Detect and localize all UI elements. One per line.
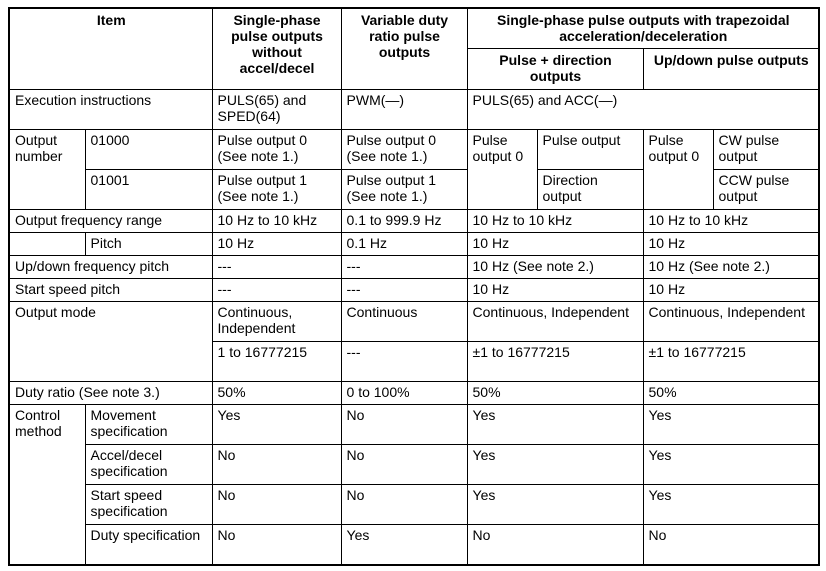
label-start-speed-pitch: Start speed pitch	[9, 279, 212, 302]
cell-start-c: Yes	[467, 485, 643, 525]
row-control-start	[9, 485, 819, 525]
cell-exec-a: PULS(65) and SPED(64)	[212, 90, 341, 130]
cell-accel-d: Yes	[643, 445, 819, 485]
cell-startpitch-d: 10 Hz	[643, 279, 819, 302]
row-output-frequency-range	[9, 210, 819, 233]
header-col-cd: Single-phase pulse outputs with trapezoidal acceleration/deceleration	[467, 8, 819, 48]
cell-updown-d: 10 Hz (See note 2.)	[643, 256, 819, 279]
cell-start-a: No	[212, 485, 341, 525]
row-control-duty	[9, 525, 819, 566]
cell-pulses-a: 1 to 16777215	[212, 342, 341, 382]
row-start-speed-pitch	[9, 279, 819, 302]
cell-dutyspec-d: No	[643, 525, 819, 566]
label-output-number: Output number	[9, 130, 85, 210]
row-execution-instructions	[9, 90, 819, 130]
cell-pitch-b: 0.1 Hz	[341, 233, 467, 256]
cell-freq-c: 10 Hz to 10 kHz	[467, 210, 643, 233]
cell-start-d: Yes	[643, 485, 819, 525]
output-number-01000: 01000	[85, 130, 212, 170]
header-col-a: Single-phase pulse outputs without accel/decel	[212, 8, 341, 90]
header-col-d: Up/down pulse outputs	[643, 48, 819, 89]
header-col-c: Pulse + direction outputs	[467, 48, 643, 89]
cell-freq-b: 0.1 to 999.9 Hz	[341, 210, 467, 233]
cell-duty-a: 50%	[212, 382, 341, 405]
pulse-output-spec-table	[8, 7, 820, 566]
cell-mode-a: Continuous, Independent	[212, 302, 341, 342]
cell-start-b: No	[341, 485, 467, 525]
cell-mode-c: Continuous, Independent	[467, 302, 643, 342]
label-start-spec: Start speed specification	[85, 485, 212, 525]
cell-output-c1: Pulse output 0	[467, 130, 537, 210]
header-col-b: Variable duty ratio pulse outputs	[341, 8, 467, 90]
cell-mode-b: Continuous	[341, 302, 467, 342]
row-pitch	[9, 233, 819, 256]
cell-01000-c2: Pulse output	[537, 130, 643, 170]
cell-movement-c: Yes	[467, 405, 643, 445]
label-movement-spec: Movement specification	[85, 405, 212, 445]
cell-accel-a: No	[212, 445, 341, 485]
cell-output-d1: Pulse output 0	[643, 130, 713, 210]
label-duty-spec: Duty specification	[85, 525, 212, 566]
cell-accel-c: Yes	[467, 445, 643, 485]
label-output-mode: Output mode	[9, 302, 212, 382]
cell-mode-d: Continuous, Independent	[643, 302, 819, 342]
cell-accel-b: No	[341, 445, 467, 485]
row-output-number-01000	[9, 130, 819, 170]
header-row-1	[9, 8, 819, 48]
label-output-frequency-range: Output frequency range	[9, 210, 212, 233]
label-updown-frequency-pitch: Up/down frequency pitch	[9, 256, 212, 279]
header-item: Item	[9, 8, 212, 90]
cell-movement-a: Yes	[212, 405, 341, 445]
cell-updown-a: ---	[212, 256, 341, 279]
cell-startpitch-c: 10 Hz	[467, 279, 643, 302]
cell-duty-c: 50%	[467, 382, 643, 405]
cell-pulses-b: ---	[341, 342, 467, 382]
cell-01000-d2: CW pulse output	[713, 130, 819, 170]
row-duty-ratio	[9, 382, 819, 405]
cell-dutyspec-c: No	[467, 525, 643, 566]
cell-dutyspec-b: Yes	[341, 525, 467, 566]
cell-pitch-a: 10 Hz	[212, 233, 341, 256]
blank-cell	[9, 233, 85, 256]
cell-01001-c2: Direction output	[537, 170, 643, 210]
label-accel-spec: Accel/decel specification	[85, 445, 212, 485]
cell-pitch-c: 10 Hz	[467, 233, 643, 256]
cell-duty-b: 0 to 100%	[341, 382, 467, 405]
label-execution-instructions: Execution instructions	[9, 90, 212, 130]
cell-01000-b: Pulse output 0 (See note 1.)	[341, 130, 467, 170]
cell-duty-d: 50%	[643, 382, 819, 405]
cell-startpitch-a: ---	[212, 279, 341, 302]
cell-01001-b: Pulse output 1 (See note 1.)	[341, 170, 467, 210]
cell-dutyspec-a: No	[212, 525, 341, 566]
cell-updown-b: ---	[341, 256, 467, 279]
cell-01001-a: Pulse output 1 (See note 1.)	[212, 170, 341, 210]
row-control-movement	[9, 405, 819, 445]
cell-exec-cd: PULS(65) and ACC(—)	[467, 90, 819, 130]
output-number-01001: 01001	[85, 170, 212, 210]
label-control-method: Control method	[9, 405, 85, 566]
row-output-mode	[9, 302, 819, 342]
cell-updown-c: 10 Hz (See note 2.)	[467, 256, 643, 279]
cell-freq-d: 10 Hz to 10 kHz	[643, 210, 819, 233]
cell-exec-b: PWM(—)	[341, 90, 467, 130]
cell-movement-b: No	[341, 405, 467, 445]
label-duty-ratio: Duty ratio (See note 3.)	[9, 382, 212, 405]
cell-freq-a: 10 Hz to 10 kHz	[212, 210, 341, 233]
cell-pulses-d: ±1 to 16777215	[643, 342, 819, 382]
row-updown-frequency-pitch	[9, 256, 819, 279]
cell-pitch-d: 10 Hz	[643, 233, 819, 256]
cell-pulses-c: ±1 to 16777215	[467, 342, 643, 382]
cell-01000-a: Pulse output 0 (See note 1.)	[212, 130, 341, 170]
cell-movement-d: Yes	[643, 405, 819, 445]
row-control-accel	[9, 445, 819, 485]
label-pitch: Pitch	[85, 233, 212, 256]
cell-01001-d2: CCW pulse output	[713, 170, 819, 210]
cell-startpitch-b: ---	[341, 279, 467, 302]
